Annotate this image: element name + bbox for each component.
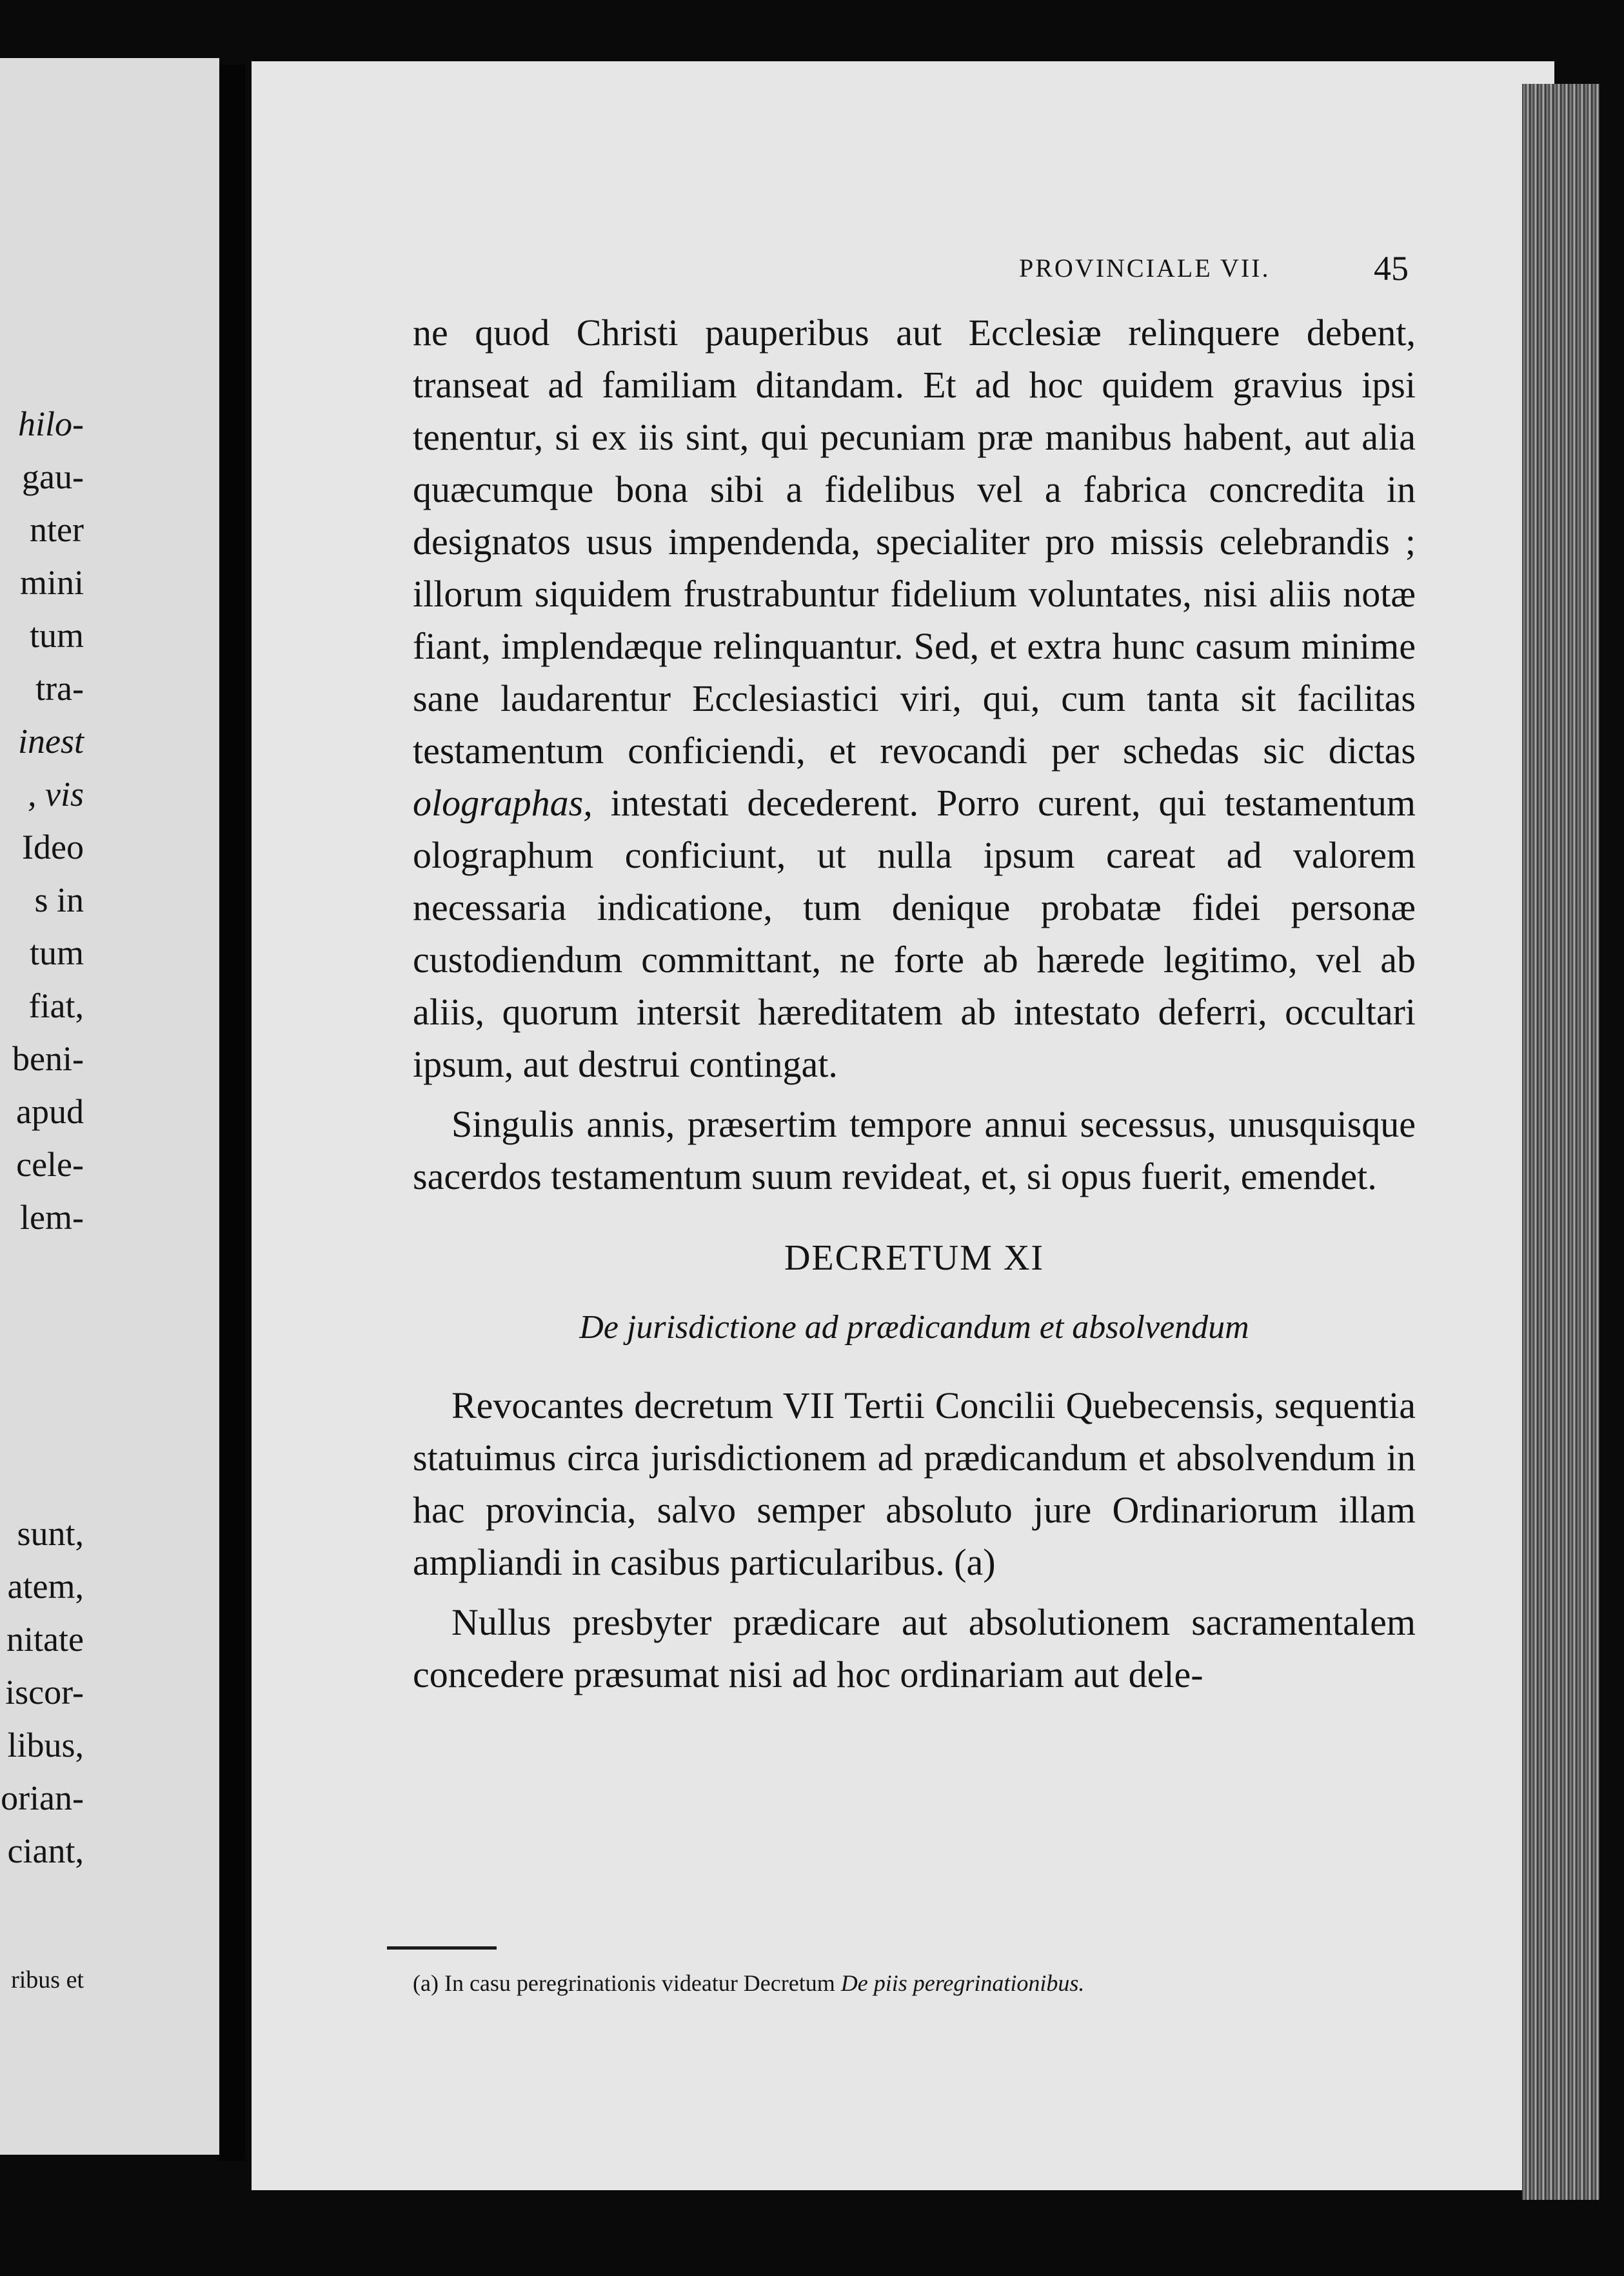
paragraph: Nullus presbyter prædicare aut absolutionem sacramentalem concedere præsumat nisi ad hoc ordinariam aut dele- [413,1601,1416,1695]
footnote-rule [387,1946,497,1950]
page-edges [1522,84,1599,2200]
left-line-fragment: gau- [22,457,84,496]
italic-term: olographas, [413,782,593,824]
left-line-fragment: , vis [28,775,84,814]
left-line-fragment: libus, [7,1726,84,1764]
left-line-fragment: sunt, [17,1514,84,1553]
footnote-text: In casu peregrinationis videatur Decretum [444,1970,835,1996]
left-footnote-fragment: ribus et [11,1966,84,1993]
left-line-fragment: tum [29,933,84,972]
left-line-fragment: iscor- [5,1673,84,1712]
left-line-fragment: atem, [7,1567,84,1606]
body-text [413,306,1416,1701]
left-line-fragment: inest [18,722,84,761]
paragraph-text: intestati decederent. Porro curent, qui testamentum olographum conficiunt, ut nulla ipsum careat ad valorem necessaria indicatione, tum denique probatæ fidei personæ custodiendum committant, ne forte ab hærede legitimo, vel ab aliis, quorum intersit hæreditatem ab intestato deferri, occultari ipsum, aut destrui contingat. [413,782,1416,1085]
left-line-fragment: orian- [1,1779,84,1817]
footnote-marker: (a) [413,1970,439,1996]
decree-subheading: De jurisdictione ad prædicandum et absolvendum [579,1309,1249,1346]
paragraph: Revocantes decretum VII Tertii Concilii Quebecensis, sequentia statuimus circa jurisdictionem ad prædicandum et absolvendum in hac provincia, salvo semper absoluto jure Ordinariorum illam ampliandi in casibus particularibus. (a) [413,1384,1416,1583]
left-line-fragment: Ideo [22,828,84,866]
book-gutter [219,65,245,2161]
paragraph: Singulis annis, præsertim tempore annui secessus, unusquisque sacerdos testamentum suum revideat, et, si opus fuerit, emendet. [413,1103,1416,1197]
left-line-fragment: s in [34,881,84,919]
book-page [252,61,1554,2190]
footnote [413,1970,1084,1997]
left-line-fragment: apud [16,1092,84,1131]
footnote-italic: De piis peregrinationibus. [840,1970,1085,1996]
running-head: PROVINCIALE VII. [1019,254,1271,283]
left-line-fragment: hilo- [18,404,84,443]
left-line-fragment: cele- [16,1145,84,1184]
decree-heading: DECRETUM XI [784,1238,1045,1278]
left-line-fragment: beni- [12,1039,84,1078]
paragraph [413,306,1416,1090]
left-line-fragment: mini [19,563,84,602]
paragraph-text: ne quod Christi pauperibus aut Ecclesiæ relinquere debent, transeat ad familiam ditandam. Et ad hoc quidem gravius ipsi tenentur, si ex iis sint, qui pecuniam præ manibus habent, aut alia quæcumque bona sibi a fidelibus vel a fabrica concredita in designatos usus impendenda, specialiter pro missis celebrandis ; illorum siquidem frustrabuntur fidelium voluntates, nisi aliis notæ fiant, implendæque relinquantur. Sed, et extra hunc casum minime sane laudarentur Ecclesiastici viri, qui, cum tanta sit facilitas testamentum conficiendi, et revocandi per schedas sic dictas [413,312,1416,772]
left-line-fragment: tum [29,616,84,655]
left-page-fragment [0,58,219,2155]
left-line-fragment: fiat, [28,986,84,1025]
left-line-fragment: nter [30,510,84,549]
page-number: 45 [1374,249,1409,288]
left-line-fragment: lem- [20,1198,84,1237]
left-line-fragment: tra- [35,669,84,708]
left-line-fragment: ciant, [7,1832,84,1870]
left-line-fragment: nitate [6,1620,84,1659]
